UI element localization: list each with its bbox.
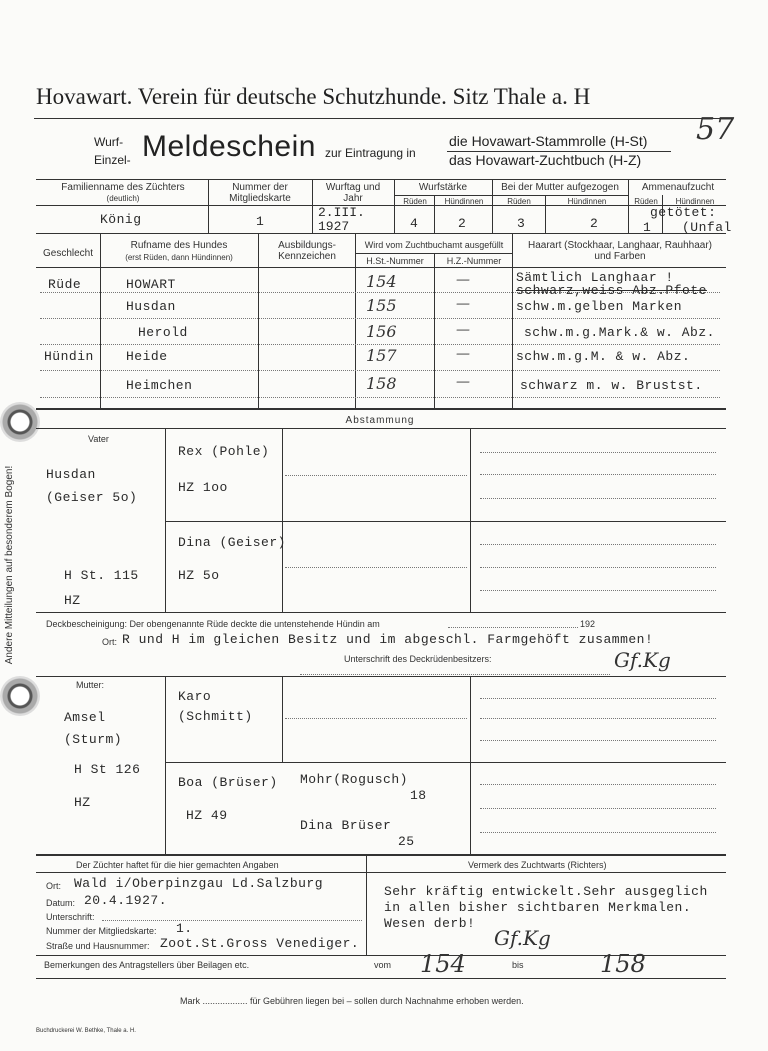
dog-row-2-hz: — bbox=[456, 296, 470, 312]
aufgezogen-huendinnen-value: 2 bbox=[590, 216, 599, 231]
dog-row-5-hz: — bbox=[456, 374, 470, 390]
vermerk-line-1: Sehr kräftig entwickelt.Sehr ausgeglich bbox=[384, 884, 708, 899]
zuechter-name: König bbox=[100, 212, 142, 227]
vermerk-signature: Gf.Kg bbox=[494, 926, 551, 950]
dog-row-1-hst: 154 bbox=[366, 272, 397, 291]
col-ammenaufzucht: Ammenaufzucht bbox=[641, 182, 715, 193]
vater-label: Vater bbox=[88, 434, 109, 444]
vom-label: vom bbox=[374, 960, 392, 970]
deck-ort-label: Ort: bbox=[102, 637, 117, 647]
dog-row-1-hair: Sämtlich Langhaar ! bbox=[516, 270, 674, 285]
dog-row-3-hair: schw.m.g.Mark.& w. Abz. bbox=[524, 325, 715, 340]
dog-row-2-name: Husdan bbox=[126, 299, 176, 314]
vaters-mutter-reg: HZ 5o bbox=[178, 568, 220, 583]
col-hz-nummer: H.Z.-Nummer bbox=[446, 256, 502, 266]
dog-row-4-hst: 157 bbox=[366, 346, 397, 365]
col-rufname-sub: (erst Rüden, dann Hündinnen) bbox=[125, 253, 233, 262]
side-note: Andere Mitteilungen auf besonderem Bogen! bbox=[4, 465, 15, 665]
col-aufgezogen: Bei der Mutter aufgezogen bbox=[501, 182, 619, 193]
vom-value: 154 bbox=[420, 950, 466, 978]
vaters-mutter-name: Dina (Geiser) bbox=[178, 535, 286, 550]
mutters-mutter-name: Boa (Brüser) bbox=[178, 775, 278, 790]
col-familienname: Familienname des Züchters bbox=[61, 182, 185, 193]
dog-row-5-name: Heimchen bbox=[126, 378, 193, 393]
sub-huendinnen-2: Hündinnen bbox=[567, 197, 607, 206]
mutters-mutter-reg: HZ 49 bbox=[186, 808, 228, 823]
dog-row-4-hz: — bbox=[456, 346, 470, 362]
gebuehren-line: Mark .................. für Gebühren liegen bei – sollen durch Nachnahme erhoben werden. bbox=[180, 996, 524, 1006]
deck-label: Deckbescheinigung: Der obengenannte Rüde deckte die untenstehende Hündin am bbox=[46, 619, 380, 629]
vater-name: Husdan bbox=[46, 467, 96, 482]
deck-signature: Gf.Kg bbox=[614, 648, 671, 672]
mitgliedskarte-value: 1 bbox=[256, 214, 265, 229]
register-zuchtbuch: das Hovawart-Zuchtbuch (H-Z) bbox=[449, 152, 642, 168]
wurftag-value: 2.III. 1927 bbox=[318, 205, 365, 234]
granddam-num: 25 bbox=[398, 834, 415, 849]
abstammung-title: Abstammung bbox=[345, 415, 415, 426]
dog-row-3-hz: — bbox=[456, 322, 470, 338]
col-wurftag: Wurftag und Jahr bbox=[325, 182, 381, 204]
einzel-label: Einzel- bbox=[94, 153, 131, 167]
col-geschlecht: Geschlecht bbox=[42, 248, 94, 259]
sub-rueden-1: Rüden bbox=[403, 197, 427, 206]
mutter-hz: HZ bbox=[74, 795, 91, 810]
mutter-name: Amsel bbox=[64, 710, 106, 725]
col-wurfstaerke: Wurfstärke bbox=[418, 182, 468, 193]
mutters-vater-name: Karo bbox=[178, 689, 212, 704]
sub-rueden-3: Rüden bbox=[634, 197, 658, 206]
col-ausbildung: Ausbildungs-Kennzeichen bbox=[278, 240, 336, 262]
dog-row-1-hz: — bbox=[456, 272, 470, 288]
dog-row-3-hst: 156 bbox=[366, 322, 397, 341]
dog-row-2-hst: 155 bbox=[366, 296, 397, 315]
bis-label: bis bbox=[512, 960, 524, 970]
ammen-rueden-value: 1 bbox=[643, 220, 652, 235]
col-mitgliedskarte: Nummer der Mitgliedskarte bbox=[229, 182, 291, 204]
vater-hz: HZ bbox=[64, 593, 81, 608]
vater-hst: H St. 115 bbox=[64, 568, 139, 583]
footer-karte-label: Nummer der Mitgliedskarte: bbox=[46, 926, 157, 936]
dog-row-3-name: Herold bbox=[138, 325, 188, 340]
dog-row-5-hair: schwarz m. w. Brustst. bbox=[520, 378, 703, 393]
col-rufname: Rufname des Hundes bbox=[130, 240, 228, 251]
vermerk-line-3: Wesen derb! bbox=[384, 916, 476, 931]
col-hst-nummer: H.St.-Nummer bbox=[366, 256, 424, 266]
footer-datum-label: Datum: bbox=[46, 898, 76, 908]
dog-row-1-name: HOWART bbox=[126, 277, 176, 292]
footer-strasse-label: Straße und Hausnummer: bbox=[46, 941, 150, 951]
mutter-hst: H St 126 bbox=[74, 762, 141, 777]
getoetet-note: getötet: bbox=[650, 205, 717, 220]
grandsire-num: 18 bbox=[410, 788, 427, 803]
vaters-vater-name: Rex (Pohle) bbox=[178, 444, 270, 459]
wurf-rueden-value: 4 bbox=[410, 216, 419, 231]
sub-huendinnen-1: Hündinnen bbox=[444, 197, 484, 206]
footer-ort: Wald i/Oberpinzgau Ld.Salzburg bbox=[74, 876, 324, 891]
dog-row-1-sex: Rüde bbox=[48, 277, 82, 292]
mutters-vater-owner: (Schmitt) bbox=[178, 709, 253, 724]
dog-row-4-name: Heide bbox=[126, 349, 168, 364]
page-number: 57 bbox=[696, 112, 735, 147]
footer-unterschrift-label: Unterschrift: bbox=[46, 912, 95, 922]
col-familienname-sub: (deutlich) bbox=[106, 194, 140, 203]
deck-year: 192 bbox=[580, 619, 596, 629]
granddam-name: Dina Brüser bbox=[300, 818, 392, 833]
vater-owner: (Geiser 5o) bbox=[46, 490, 138, 505]
deck-ort-text: R und H im gleichen Besitz und im abgeschl. Farmgehöft zusammen! bbox=[122, 632, 654, 647]
vermerk-label: Vermerk des Zuchtwarts (Richters) bbox=[468, 860, 607, 870]
meldeschein-heading: Meldeschein bbox=[142, 130, 316, 163]
bemerkungen-label: Bemerkungen des Antragstellers über Beilagen etc. bbox=[44, 960, 250, 970]
dog-row-2-hair: schw.m.gelben Marken bbox=[516, 299, 683, 314]
col-haarart: Haarart (Stockhaar, Langhaar, Rauhhaar) und Farben bbox=[528, 240, 712, 262]
mutter-label: Mutter: bbox=[76, 680, 105, 690]
struck-hair-note: schwarz,weiss Abz.Pfote bbox=[516, 283, 707, 298]
zur-eintragung: zur Eintragung in bbox=[325, 146, 416, 160]
vermerk-line-2: in allen bisher sichtbaren Merkmalen. bbox=[384, 900, 692, 915]
wurf-huendinnen-value: 2 bbox=[458, 216, 467, 231]
sub-huendinnen-3: Hündinnen bbox=[675, 197, 715, 206]
bis-value: 158 bbox=[600, 950, 646, 978]
col-wird-vom: Wird vom Zuchtbuchamt ausgefüllt bbox=[364, 240, 504, 250]
deck-signature-label: Unterschrift des Deckrüdenbesitzers: bbox=[344, 654, 492, 664]
footer-ort-label: Ort: bbox=[46, 881, 61, 891]
dog-row-4-hair: schw.m.g.M. & w. Abz. bbox=[516, 349, 691, 364]
mutter-owner: (Sturm) bbox=[64, 732, 123, 747]
dog-row-4-sex: Hündin bbox=[44, 349, 94, 364]
form-title: Hovawart. Verein für deutsche Schutzhunde. Sitz Thale a. H bbox=[36, 84, 591, 109]
wurf-label: Wurf- bbox=[94, 135, 124, 149]
footer-strasse: Zoot.St.Gross Venediger. bbox=[160, 936, 360, 951]
printer-imprint: Buchdruckerei W. Bethke, Thale a. H. bbox=[36, 1028, 136, 1034]
haftung-note: Der Züchter haftet für die hier gemachten Angaben bbox=[76, 860, 279, 870]
footer-datum: 20.4.1927. bbox=[84, 893, 168, 908]
footer-karte: 1. bbox=[176, 921, 193, 936]
dog-row-5-hst: 158 bbox=[366, 374, 397, 393]
grandsire-name: Mohr(Rogusch) bbox=[300, 772, 408, 787]
register-stammrolle: die Hovawart-Stammrolle (H-St) bbox=[449, 133, 648, 149]
vaters-vater-reg: HZ 1oo bbox=[178, 480, 228, 495]
aufgezogen-rueden-value: 3 bbox=[517, 216, 526, 231]
sub-rueden-2: Rüden bbox=[507, 197, 531, 206]
unfall-note: (Unfal bbox=[682, 220, 732, 235]
